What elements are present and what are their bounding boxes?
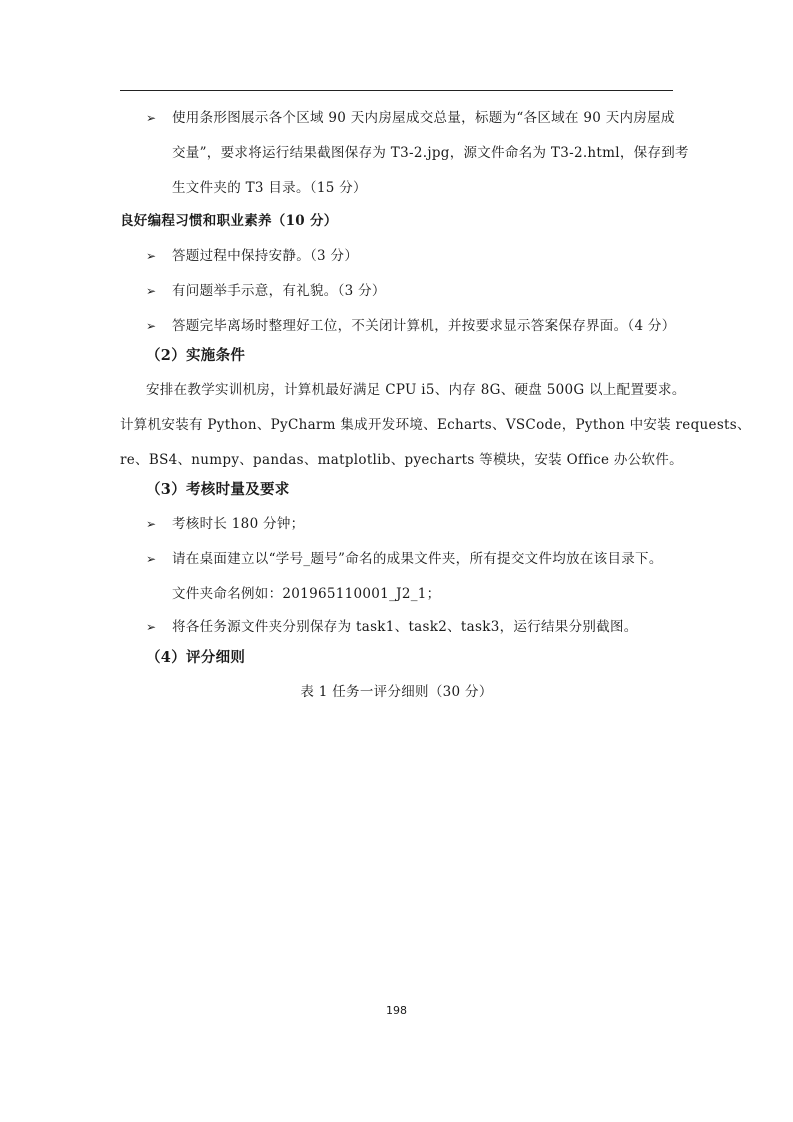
page-number: 198 [386,1004,407,1017]
bar-chart-task-line-1: 使用条形图展示各个区域 90 天内房屋成交总量，标题为“各区域在 90 天内房屋成 [172,110,675,126]
bar-chart-task-line-3: 生文件夹的 T3 目录。（15 分） [172,180,367,196]
section-heading-time-requirements: （3）考核时量及要求 [146,481,290,498]
bullet-arrow-icon: ➢ [146,284,157,298]
habits-item: 有问题举手示意，有礼貌。（3 分） [172,283,386,299]
bar-chart-task-line-2: 交量”，要求将运行结果截图保存为 T3-2.jpg，源文件命名为 T3-2.html，保存到考 [172,145,689,161]
requirement-item: 将各任务源文件夹分别保存为 task1、task2、task3，运行结果分别截图。 [172,619,638,635]
habits-heading: 良好编程习惯和职业素养（10 分） [120,213,338,229]
conditions-line: 安排在教学实训机房，计算机最好满足 CPU i5、内存 8G、硬盘 500G 以上配置要求。 [146,382,686,398]
requirement-item-continued: 文件夹命名例如：201965110001_J2_1； [172,586,441,602]
table-caption: 表 1 任务一评分细则（30 分） [300,684,493,700]
bullet-arrow-icon: ➢ [146,249,157,263]
habits-item: 答题过程中保持安静。（3 分） [172,248,359,264]
requirement-item: 请在桌面建立以“学号_题号”命名的成果文件夹，所有提交文件均放在该目录下。 [172,551,663,567]
section-heading-scoring: （4）评分细则 [146,649,246,666]
header-rule [120,90,673,91]
bullet-arrow-icon: ➢ [146,111,157,125]
bullet-arrow-icon: ➢ [146,517,157,531]
conditions-line: 计算机安装有 Python、PyCharm 集成开发环境、Echarts、VSCode，Python 中安装 requests、 [120,417,751,433]
requirement-item: 考核时长 180 分钟； [172,516,305,532]
conditions-line: re、BS4、numpy、pandas、matplotlib、pyecharts 等模块，安装 Office 办公软件。 [120,452,683,468]
bullet-arrow-icon: ➢ [146,552,157,566]
bullet-arrow-icon: ➢ [146,620,157,634]
habits-item: 答题完毕离场时整理好工位，不关闭计算机，并按要求显示答案保存界面。（4 分） [172,318,676,334]
bullet-arrow-icon: ➢ [146,319,157,333]
section-heading-conditions: （2）实施条件 [146,347,246,364]
